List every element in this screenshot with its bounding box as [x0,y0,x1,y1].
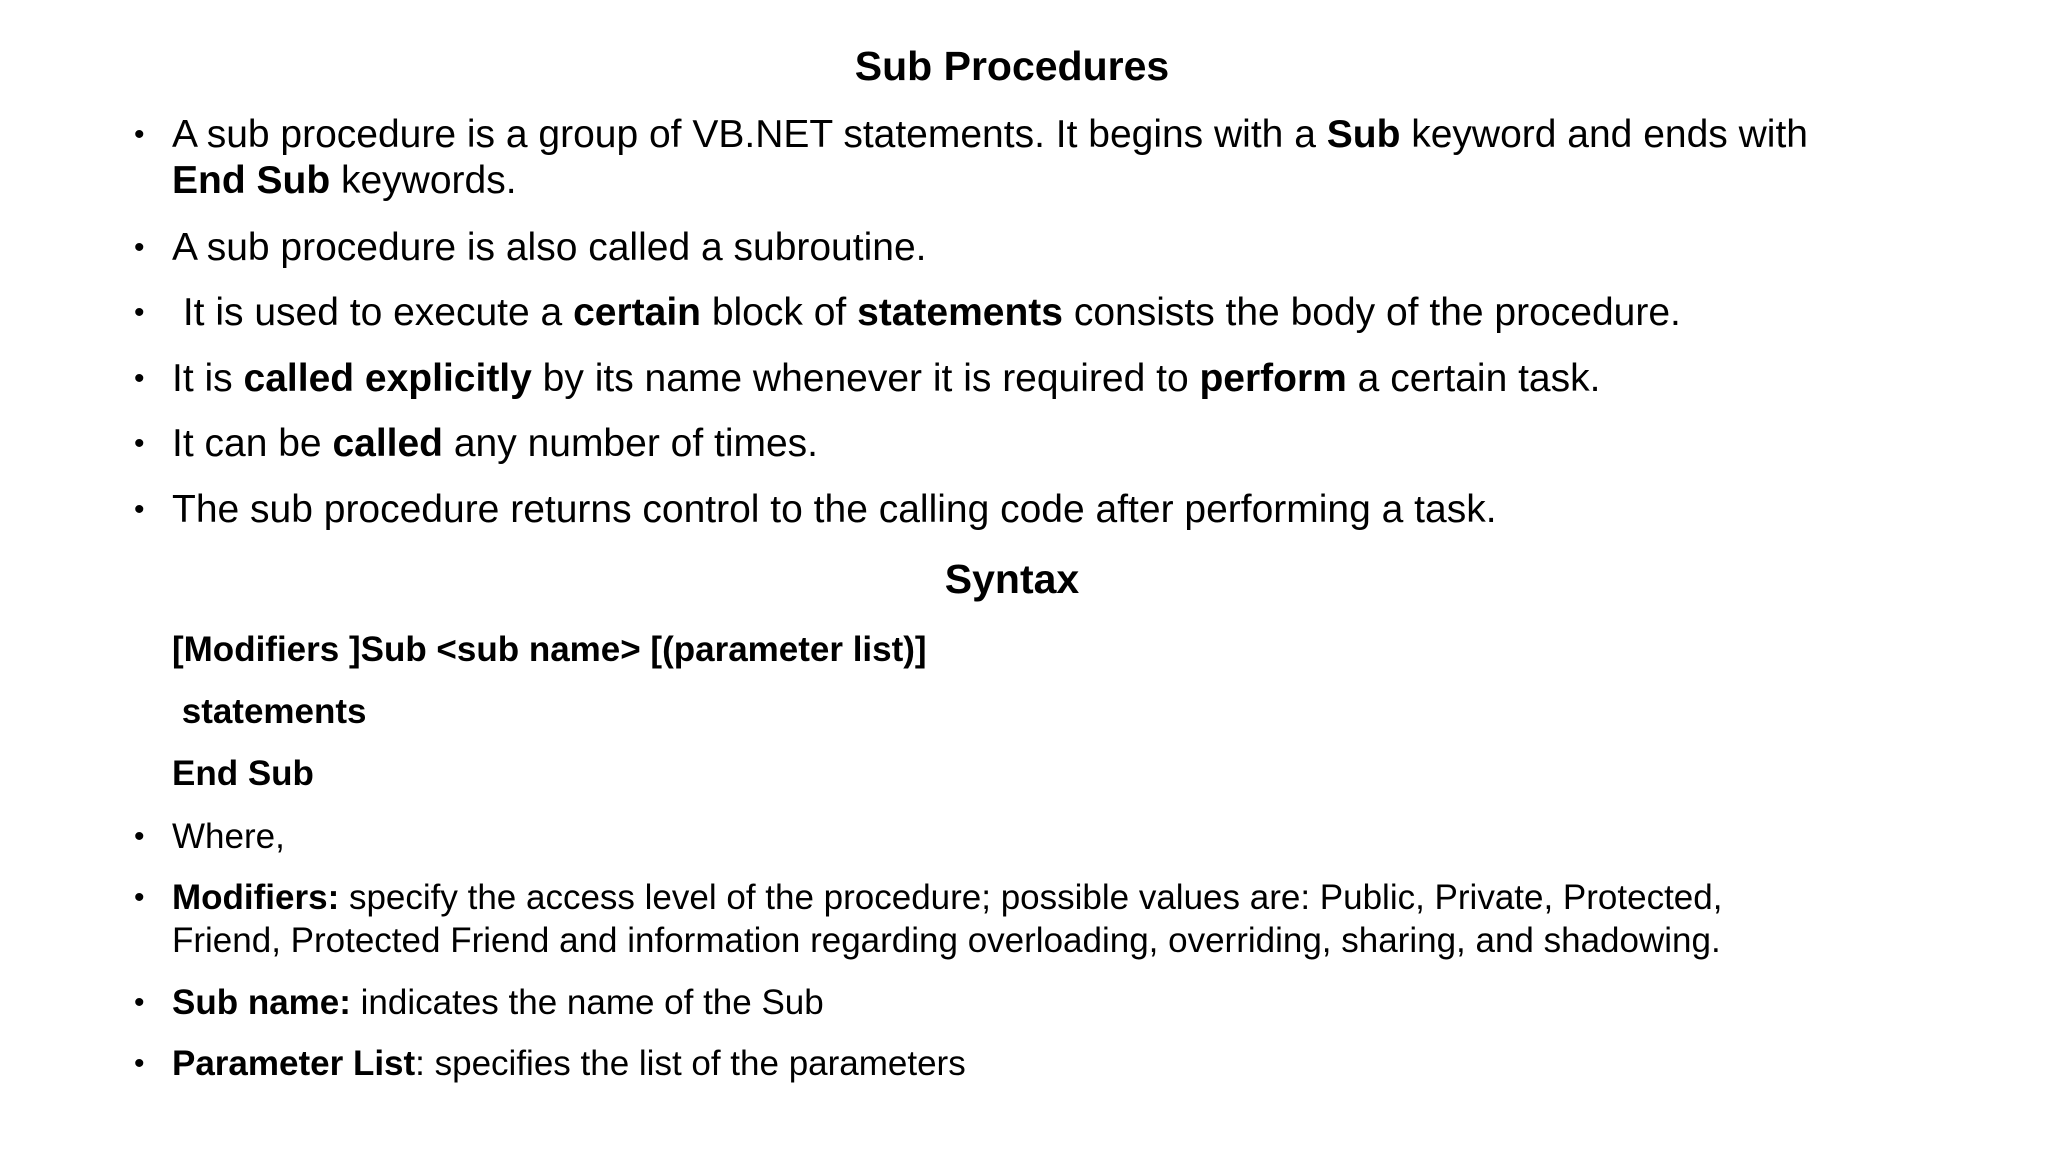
bullet-item [134,112,1872,204]
text-run: : specifies the list of the parameters [415,1044,966,1083]
text-run-bold: perform [1199,357,1347,400]
text-run: It is [172,357,244,400]
bullet-item [134,1042,1872,1085]
text-run: indicates the name of the Sub [350,983,824,1022]
bullet-item [134,487,1872,533]
text-run-bold: End Sub [172,159,331,202]
text-run: It can be [172,422,333,465]
text-run: consists the body of the procedure. [1062,291,1681,334]
text-run: It is used to execute a [172,291,574,334]
bullet-icon: • [134,231,145,264]
text-run-bold: called explicitly [243,357,532,400]
text-run: specify the access level of the procedure; possible values are: Public, Private, Protected, [339,878,1723,917]
bullet-icon: • [134,881,145,914]
bullet-text: Where, [172,817,285,856]
bullet-icon: • [134,493,145,526]
text-run: A sub procedure is a group of VB.NET statements. It begins with a [172,113,1327,156]
bullet-item [134,421,1872,467]
bullet-item [134,815,1872,858]
bullet-item [134,981,1872,1024]
bullet-icon: • [134,820,145,853]
syntax-line-end: End Sub [172,754,314,793]
text-run-bold: certain [573,291,701,334]
bullet-item [134,356,1872,402]
bullet-icon: • [134,986,145,1019]
text-run: block of [700,291,858,334]
text-run-bold: Modifiers: [172,878,340,917]
text-run-bold: Sub [1326,113,1401,156]
bullet-item [134,225,1872,271]
bullet-icon: • [134,427,145,460]
bullet-icon: • [134,1047,145,1080]
bullet-icon: • [134,118,145,151]
text-run: Friend, Protected Friend and information regarding overloading, overriding, sharing, and shadowing. [172,921,1721,960]
bullet-text [172,113,1808,202]
text-run: any number of times. [443,422,819,465]
bullet-icon: • [134,296,145,329]
bullet-text [172,878,1722,960]
bullet-text [172,422,818,465]
text-run: keyword and ends with [1400,113,1808,156]
syntax-line-statements: statements [172,692,367,731]
bullet-text: A sub procedure is also called a subroutine. [172,226,927,269]
text-run: a certain task. [1346,357,1601,400]
bullet-icon: • [134,362,145,395]
text-run-bold: statements [857,291,1063,334]
bullet-text [172,983,824,1022]
text-run-bold: Parameter List [172,1044,416,1083]
text-run-bold: Sub name: [172,983,351,1022]
bullet-text [172,1044,966,1083]
text-run: by its name whenever it is required to [531,357,1200,400]
syntax-heading: Syntax [944,556,1080,602]
bullet-item [134,876,1872,962]
text-run: keywords. [330,159,517,202]
bullet-text [172,291,1681,334]
bullet-text [172,357,1600,400]
bullet-item [134,290,1872,336]
bullet-text: The sub procedure returns control to the calling code after performing a task. [172,488,1497,531]
syntax-line-declaration: [Modifiers ]Sub <sub name> [(parameter list)] [172,630,927,669]
slide-title: Sub Procedures [854,43,1170,89]
text-run-bold: called [332,422,444,465]
